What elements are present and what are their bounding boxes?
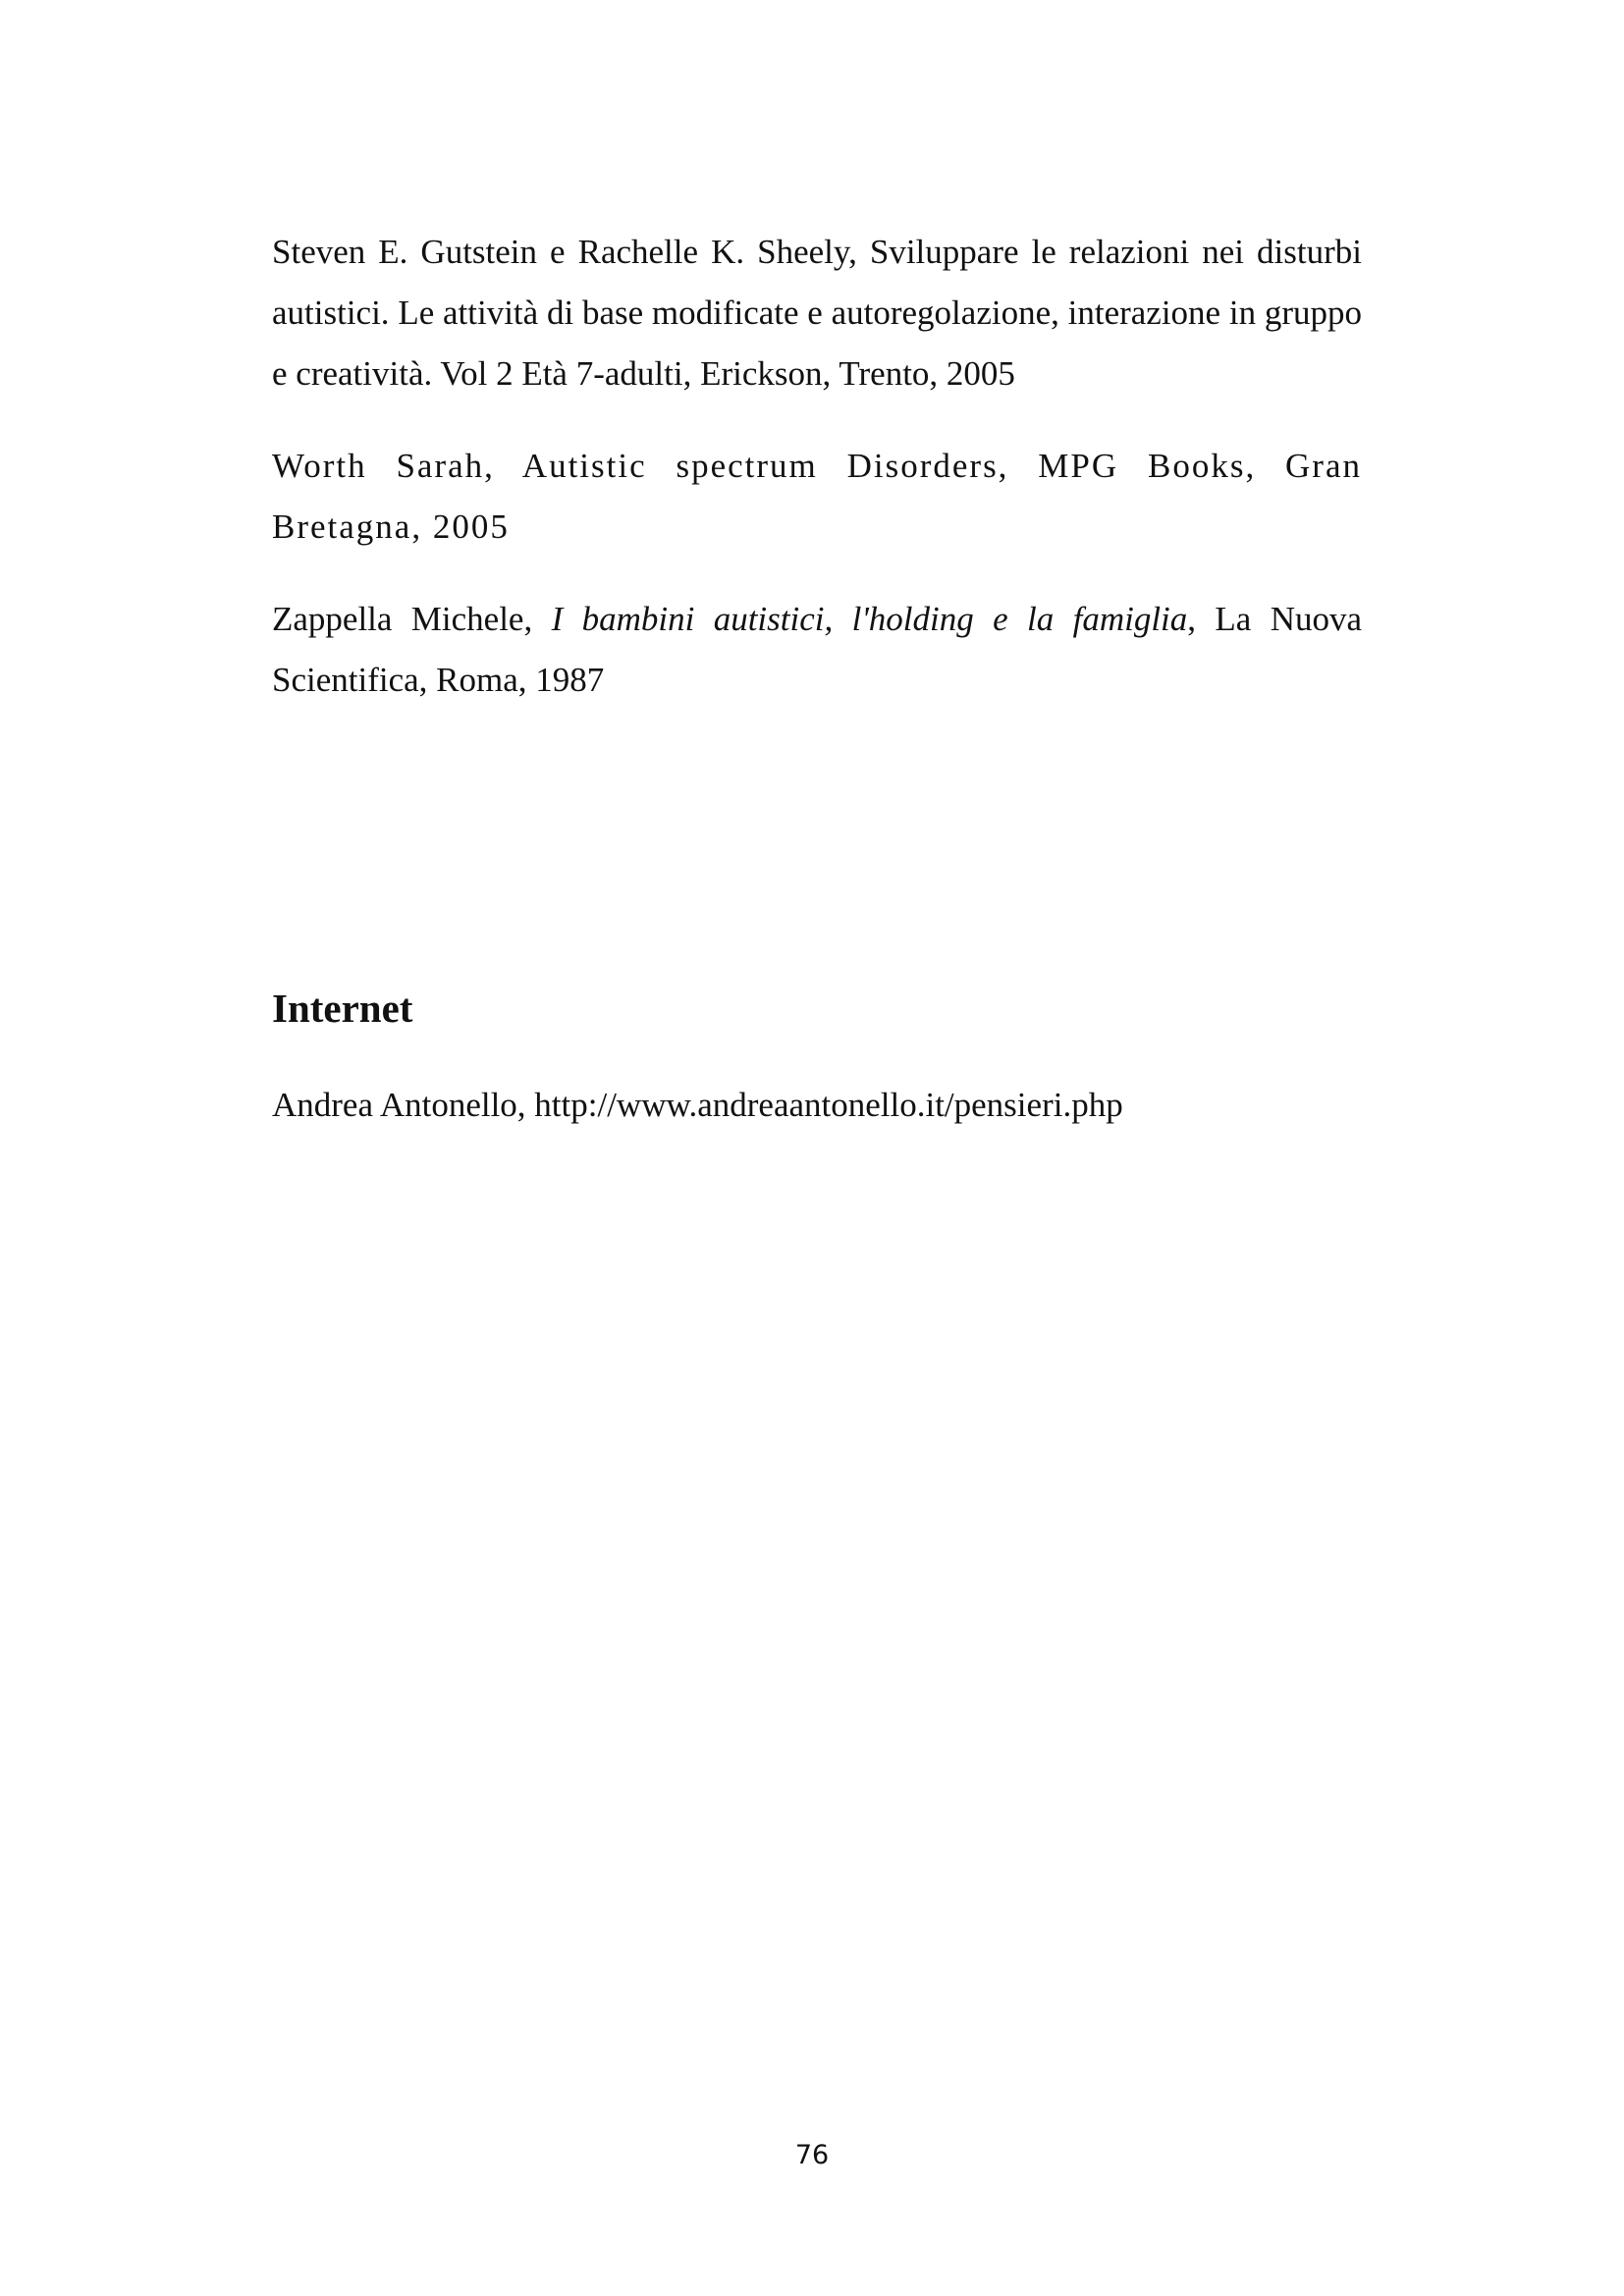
- bibliography-entry-worth: Worth Sarah, Autistic spectrum Disorders, MPG Books, Gran Bretagna, 2005: [272, 447, 1362, 546]
- entry-author: Zappella Michele,: [272, 600, 552, 638]
- internet-entry: Andrea Antonello, http://www.andreaantonello.it/pensieri.php: [272, 1086, 1123, 1124]
- internet-heading: Internet: [272, 986, 413, 1031]
- entry-publication: , La Nuova Scientifica, Roma, 1987: [272, 600, 1363, 699]
- bibliography-entry-zappella: [272, 589, 1362, 711]
- entry-title: I bambini autistici, l'holding e la famiglia: [551, 600, 1188, 638]
- bibliography-list: [272, 222, 1362, 742]
- page-number: 76: [794, 2140, 830, 2170]
- bibliography-entry-gutstein: Steven E. Gutstein e Rachelle K. Sheely, Sviluppare le relazioni nei disturbi autistici. Le attività di base modificate e autoregolazione, interazione in gruppo e creatività. Vol 2 Età 7-adulti, Erickson, Trento, 2005: [272, 233, 1362, 393]
